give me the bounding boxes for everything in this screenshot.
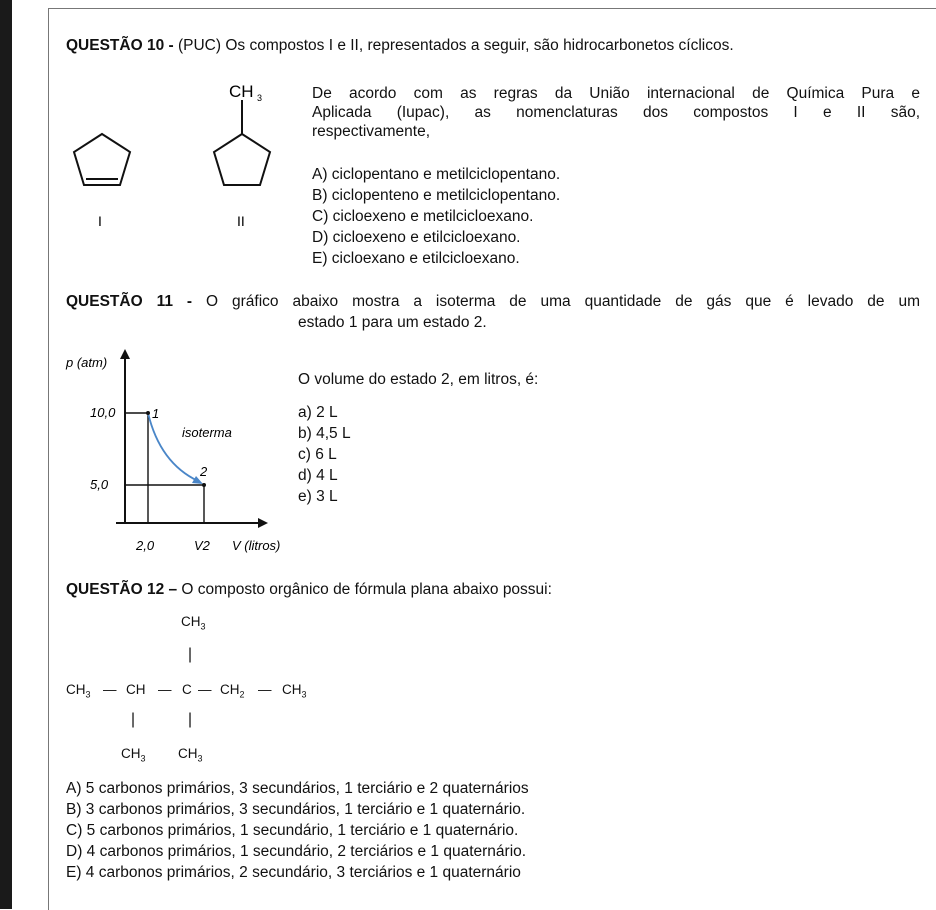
chain-ch3-right: $CH_3$: [282, 682, 307, 700]
compound-ii-methylcyclopentane: [214, 100, 270, 185]
formula-bar-bottom-2: |: [188, 711, 193, 728]
y-tick-10: 10,0: [90, 405, 116, 420]
formula-bottom-ch3-2: $CH_3$: [178, 746, 203, 764]
q10-option-a: A) ciclopentano e metilciclopentano.: [312, 166, 561, 183]
point-2-label: 2: [200, 464, 208, 479]
q10-number: QUESTÃO 10 -: [66, 37, 174, 54]
q10-structures: [60, 78, 300, 238]
ch3-label: CH: [229, 82, 254, 101]
label-compound-ii: II: [237, 213, 245, 229]
y-axis: [120, 349, 130, 523]
q11-option-c: c) 6 L: [298, 446, 337, 463]
formula-bar-top: |: [188, 646, 193, 663]
formula-bottom-ch3-1: $CH_3$: [121, 746, 146, 764]
q10-option-e: E) cicloexano e etilcicloexano.: [312, 250, 520, 267]
q10-text: [312, 84, 920, 141]
chain-dash-4: —: [258, 682, 272, 697]
q12-heading: [66, 580, 552, 599]
chain-dash-3: —: [198, 682, 212, 697]
q11-option-a: a) 2 L: [298, 404, 338, 421]
q11-option-b: b) 4,5 L: [298, 425, 351, 442]
label-compound-i: I: [98, 213, 102, 229]
q12-option-a: A) 5 carbonos primários, 3 secundários, 1 terciário e 2 quaternários: [66, 780, 529, 797]
q10-option-d: D) cicloexeno e etilcicloexano.: [312, 229, 521, 246]
y-axis-label: p (atm): [66, 355, 108, 370]
q11-option-d: d) 4 L: [298, 467, 338, 484]
chain-dash-2: —: [158, 682, 172, 697]
point-2: [202, 483, 206, 487]
q10-heading: [66, 36, 734, 55]
q10-text-line1: De acordo com as regras da União internacional de Química Pura e: [312, 85, 920, 102]
q12-option-e: E) 4 carbonos primários, 2 secundário, 3 terciários e 1 quaternário: [66, 864, 521, 881]
ch3-subscript: 3: [257, 93, 263, 103]
formula-top-ch3: $CH_3$: [181, 614, 206, 632]
q10-text-line3: respectivamente,: [312, 123, 431, 140]
q10-intro: (PUC) Os compostos I e II, representados a seguir, são hidrocarbonetos cíclicos.: [173, 37, 734, 54]
q11-question: O volume do estado 2, em litros, é:: [298, 371, 539, 388]
point-1-label: 1: [152, 406, 160, 421]
point-1: [146, 411, 150, 415]
chain-ch2: $CH_2$: [220, 682, 245, 700]
q11-intro-line2: estado 1 para um estado 2.: [298, 314, 487, 331]
compound-i-cyclopentene: [74, 134, 130, 185]
formula-bar-bottom-1: |: [131, 711, 136, 728]
q10-text-line2: Aplicada (Iupac), as nomenclaturas dos compostos I e II são,: [312, 104, 920, 121]
q12-option-d: D) 4 carbonos primários, 1 secundário, 2 terciários e 1 quaternário.: [66, 843, 527, 860]
q12-intro: O composto orgânico de fórmula plana abaixo possui:: [177, 581, 552, 598]
q11-number: QUESTÃO 11 -: [66, 293, 193, 310]
x-axis-label: V (litros): [232, 538, 281, 553]
chain-dash-1: —: [103, 682, 117, 697]
x-axis: [116, 518, 268, 528]
q10-option-b: B) ciclopenteno e metilciclopentano.: [312, 187, 561, 204]
chain-ch: CH: [126, 682, 146, 697]
q12-option-b: B) 3 carbonos primários, 3 secundários, 1 terciário e 1 quaternário.: [66, 801, 526, 818]
y-tick-5: 5,0: [90, 477, 109, 492]
q10-option-c: C) cicloexeno e metilcicloexano.: [312, 208, 534, 225]
x-tick-2: 2,0: [136, 538, 155, 553]
q11-heading: [66, 292, 920, 311]
chain-ch3-left: $CH_3$: [66, 682, 91, 700]
q12-number: QUESTÃO 12 –: [66, 581, 178, 598]
isotherm-curve: [148, 413, 198, 481]
isotherm-chart: [60, 345, 300, 560]
left-border-bar: [0, 0, 12, 909]
q11-option-e: e) 3 L: [298, 488, 338, 505]
q12-option-c: C) 5 carbonos primários, 1 secundário, 1 terciário e 1 quaternário.: [66, 822, 519, 839]
x-tick-v2: V2: [194, 538, 210, 553]
q11-intro-line1: O gráfico abaixo mostra a isoterma de uma quantidade de gás que é levado de um: [192, 293, 920, 310]
chain-c: C: [182, 682, 192, 697]
isotherm-annotation: isoterma: [182, 425, 232, 440]
